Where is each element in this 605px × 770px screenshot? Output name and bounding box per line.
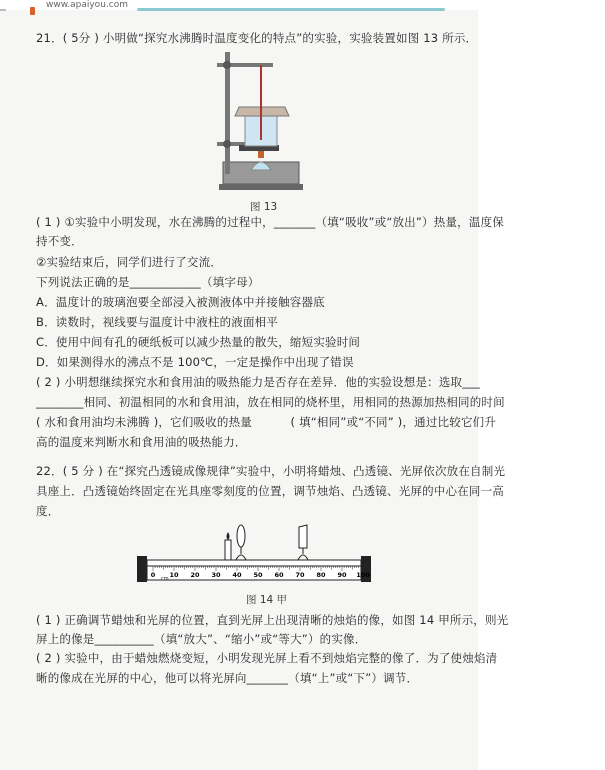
q21-line: ②实验结束后，同学们进行了交流． bbox=[36, 255, 223, 269]
q21-line: ________相同、初温相同的水和食用油，放在相同的烧杯里，用相同的热源加热相同的时间 bbox=[36, 395, 505, 409]
light-screen bbox=[298, 525, 308, 560]
menu-dash-icon bbox=[0, 9, 6, 11]
ruler-label: 0 bbox=[150, 571, 156, 579]
thermometer bbox=[260, 65, 262, 140]
ruler-label: 70 bbox=[295, 571, 305, 579]
q22-line: 晰的像成在光屏的中心，他可以将光屏向_______（填“上”或“下”）调节． bbox=[36, 671, 419, 685]
q21-title: 21．( 5分 ) 小明做“探究水沸腾时温度变化的特点”的实验，实验装置如图 13 所示． bbox=[36, 31, 478, 45]
q21-line: 高的温度来判断水和食用油的吸热能力． bbox=[36, 435, 247, 449]
convex-lens bbox=[236, 525, 246, 560]
q22-line: ( 2 ) 实验中，由于蜡烛燃烧变短，小明发现光屏上看不到烛焰完整的像了．为了使烛焰清 bbox=[36, 651, 498, 665]
ruler-label: 80 bbox=[316, 571, 326, 579]
q22-line: 具座上．凸透镜始终固定在光具座零刻度的位置，调节烛焰、凸透镜、光屏的中心在同一高 bbox=[36, 484, 504, 498]
ruler-unit: cm bbox=[161, 576, 169, 582]
site-url: www.apaiyou.com bbox=[46, 0, 128, 10]
q21-line: ( 水和食用油均未沸腾 )，它们吸收的热量 ( 填“相同”或“不同” )，通过比较它们升 bbox=[36, 415, 497, 429]
option-d: D．如果测得水的沸点不是 100℃，一定是操作中出现了错误 bbox=[36, 355, 354, 369]
ruler-label: 100 bbox=[356, 571, 370, 579]
ruler-label: 20 bbox=[190, 571, 200, 579]
header-divider bbox=[137, 8, 445, 11]
q21-line: ( 1 ) ①实验中小明发现，水在沸腾的过程中，_______（填“吸收”或“放出”）热量，温度保 bbox=[36, 215, 504, 229]
q22-line: 屏上的像是__________（填“放大”、“缩小”或“等大”）的实像． bbox=[36, 632, 367, 646]
ruler-label: 50 bbox=[253, 571, 263, 579]
q21-line: 下列说法正确的是____________（填字母） bbox=[36, 275, 260, 289]
candle bbox=[225, 532, 231, 560]
q22-line: 22．( 5 分 ) 在“探究凸透镜成像规律”实验中，小明将蜡烛、凸透镜、光屏依次放在自制光 bbox=[36, 464, 506, 478]
q22-line: 度． bbox=[36, 504, 60, 518]
q22-line: ( 1 ) 正确调节蜡烛和光屏的位置，直到光屏上出现清晰的烛焰的像，如图 14 甲所示，则光 bbox=[36, 613, 509, 627]
q21-line: 持不变． bbox=[36, 234, 83, 248]
ruler-label: 30 bbox=[211, 571, 221, 579]
header-bar bbox=[0, 0, 605, 12]
ruler-label: 40 bbox=[232, 571, 242, 579]
figure-14-optical-bench bbox=[135, 522, 375, 584]
figure-13-caption: 图 13 bbox=[250, 201, 278, 213]
site-logo-icon bbox=[30, 7, 35, 15]
q21-line: ( 2 ) 小明想继续探究水和食用油的吸热能力是否存在差异．他的实验设想是：选取___ bbox=[36, 375, 481, 389]
ruler-label: 60 bbox=[274, 571, 284, 579]
option-c: C．使用中间有孔的硬纸板可以减少热量的散失，缩短实验时间 bbox=[36, 335, 361, 349]
figure-14-caption: 图 14 甲 bbox=[246, 594, 288, 606]
option-b: B．读数时，视线要与温度计中液柱的液面相平 bbox=[36, 315, 279, 329]
option-a: A．温度计的玻璃泡要全部浸入被测液体中并接触容器底 bbox=[36, 295, 325, 309]
stand-rod bbox=[225, 52, 230, 174]
figure-13-apparatus bbox=[215, 50, 305, 198]
ruler-label: 10 bbox=[169, 571, 179, 579]
ruler-label: 90 bbox=[337, 571, 347, 579]
